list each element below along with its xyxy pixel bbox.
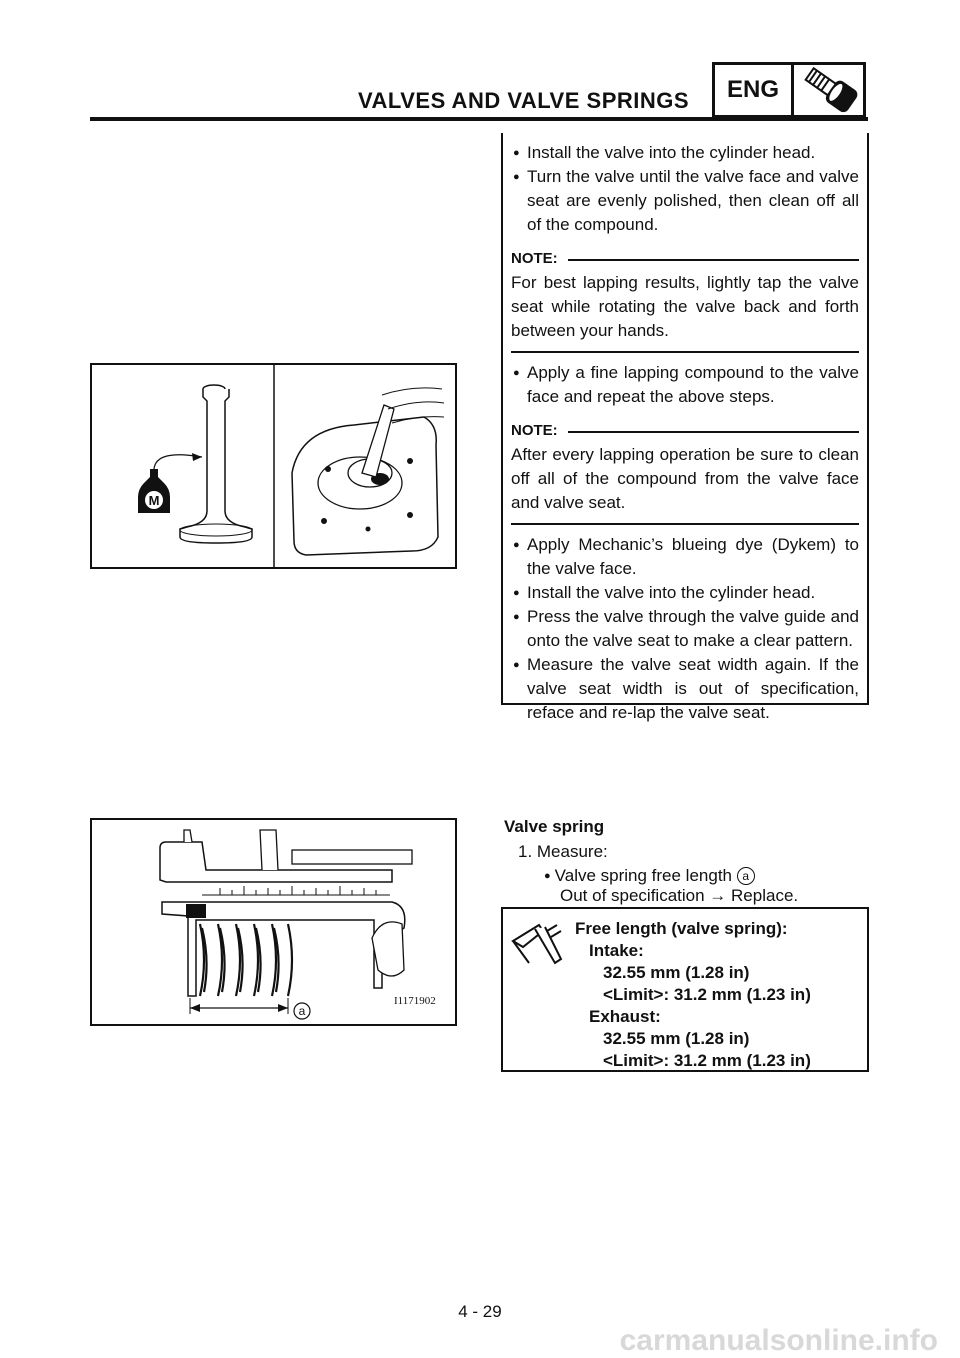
wrench-socket-icon — [794, 65, 863, 115]
caliper-icon — [509, 919, 565, 974]
note-text: After every lapping operation be sure to clean off all of the compound from the valve face and valve seat. — [511, 445, 859, 512]
list-item: ● Apply Mechanic’s blueing dye (Dykem) to the valve face. — [511, 533, 859, 581]
section-label: ENG — [715, 65, 794, 115]
page-number: 4 - 29 — [458, 1302, 502, 1321]
page-title: VALVES AND VALVE SPRINGS — [358, 88, 690, 113]
callout-a-circle: a — [737, 867, 755, 885]
section-heading: Valve spring — [504, 817, 605, 836]
list-item: ● Measure the valve seat width again. If the valve seat width is out of specification, reface and re-lap the valve seat. — [511, 653, 859, 725]
note-label: NOTE: — [511, 422, 558, 439]
bullet-icon: ● — [544, 870, 551, 882]
measure-item-text: Valve spring free length — [554, 866, 737, 885]
spec-exhaust-value: 32.55 mm (1.28 in) — [603, 1029, 750, 1048]
action-text: Out of specification → Replace. — [560, 886, 799, 905]
caliper-illustration — [92, 820, 455, 1024]
step-number: 1. Measure: — [518, 842, 608, 861]
list-item: ● Press the valve through the valve guide and onto the valve seat to make a clear pattern. — [511, 605, 859, 653]
note-label: NOTE: — [511, 250, 558, 267]
note-heading — [511, 247, 859, 271]
specification-box — [501, 907, 869, 1072]
spec-intake-value: 32.55 mm (1.28 in) — [603, 963, 750, 982]
list-item: ● Apply a fine lapping compound to the valve face and repeat the above steps. — [511, 361, 859, 409]
spec-title: Free length (valve spring): — [575, 919, 788, 938]
spec-exhaust-limit: <Limit>: 31.2 mm (1.23 in) — [603, 1051, 811, 1070]
note-heading — [511, 419, 859, 443]
callout-a: a — [298, 1004, 306, 1018]
watermark: carmanualsonline.info — [619, 1324, 938, 1357]
spec-intake-limit: <Limit>: 31.2 mm (1.23 in) — [603, 985, 811, 1004]
spec-intake-label: Intake: — [589, 941, 644, 960]
valve-lapping-illustration — [92, 365, 455, 567]
spring-measure-figure — [90, 818, 457, 1026]
note-text: For best lapping results, lightly tap the valve seat while rotating the valve back and forth between your hands. — [511, 273, 859, 340]
oil-label: M — [148, 493, 160, 508]
valve-lapping-figure — [90, 363, 457, 569]
section-tab — [712, 62, 866, 118]
figure-code: I1171902 — [394, 995, 436, 1007]
spec-exhaust-label: Exhaust: — [589, 1007, 661, 1026]
list-item: ● Install the valve into the cylinder head. — [511, 581, 859, 605]
list-item: ● Install the valve into the cylinder head. — [511, 141, 859, 165]
procedure-box — [501, 133, 869, 722]
list-item: ● Turn the valve until the valve face and valve seat are evenly polished, then clean off all of the compound. — [511, 165, 859, 237]
